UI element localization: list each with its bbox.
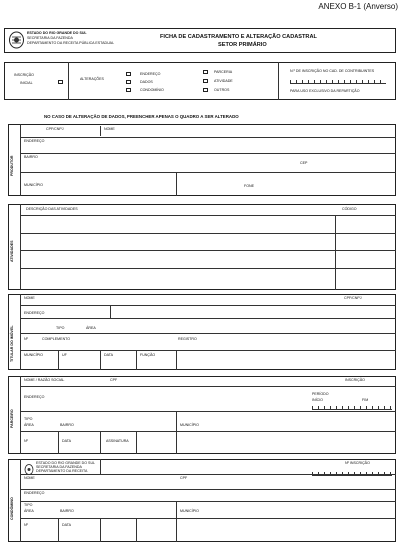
s1-address-label: ENDEREÇO [24,139,45,143]
s5-inscription-field[interactable] [312,470,392,476]
form-subtitle: SETOR PRIMÁRIO [218,42,267,48]
s4-period-field[interactable] [312,404,392,410]
section-3-side-label: TITULAR DO IMÓVEL [10,325,14,362]
option-right-1: PARCERIA [214,70,233,74]
state-emblem-icon [8,31,25,49]
office-use-label: PARA USO EXCLUSIVO DA REPARTIÇÃO [290,89,360,93]
s5-state-line-2: SECRETARIA DA FAZENDA [36,465,82,469]
s3-funcao-label: FUNÇÃO [140,353,156,357]
s5-tipo-label: TIPO [24,503,33,507]
s5-state-line-1: ESTADO DO RIO GRANDE DO SUL [36,461,96,465]
alterations-label: ALTERAÇÕES [80,77,104,81]
option-right-2-checkbox[interactable] [203,79,208,83]
s4-address-label: ENDEREÇO [24,395,45,399]
form-title: FICHA DE CADASTRAMENTO E ALTERAÇÃO CADASTRAL [160,34,317,40]
option-left-2: DADOS [140,80,153,84]
s3-reg-label: REGISTRO [178,337,197,341]
inscription-number-field[interactable] [290,78,386,84]
state-emblem-small-icon [24,462,34,473]
s3-city-label: MUNICÍPIO [24,353,43,357]
option-right-2: ATIVIDADE [214,79,233,83]
s5-name-label: NOME [24,476,35,480]
s3-compl-label: COMPLEMENTO [42,337,71,341]
s5-address-label: ENDEREÇO [24,491,45,495]
s3-area-label: ÁREA [86,326,96,330]
s2-code-label: CÓDIGO [342,207,357,211]
s1-cep-label: CEP [300,161,308,165]
s3-name-label: NOME [24,296,35,300]
s3-tipo-label: TIPO [56,326,65,330]
option-left-3: CONDOMÍNIO [140,88,164,92]
s3-uf-label: UF [62,353,67,357]
option-left-3-checkbox[interactable] [126,88,131,92]
s4-assin-label: ASSINATURA [106,439,129,443]
state-line-1: ESTADO DO RIO GRANDE DO SUL [27,31,87,35]
s2-header-label: DESCRIÇÃO DAS ATIVIDADES [26,207,78,211]
initial-checkbox[interactable] [58,80,63,84]
section-2-box [8,204,396,290]
s4-bairro-label: BAIRRO [60,423,74,427]
s5-data-label: DATA [62,523,72,527]
s4-cpf-label: CPF [110,378,118,382]
section-4-side-label: PARCEIRO [10,409,14,428]
s1-bairro-label: BAIRRO [24,155,38,159]
option-right-1-checkbox[interactable] [203,70,208,74]
s3-num-label: Nº [24,337,28,341]
option-left-1: ENDEREÇO [140,72,161,76]
s5-area-label: ÁREA [24,509,34,513]
option-left-2-checkbox[interactable] [126,80,131,84]
notice-text: NO CASO DE ALTERAÇÃO DE DADOS, PREENCHER APENAS O QUADRO A SER ALTERADO [44,114,239,119]
s1-city-label: MUNICÍPIO [24,183,43,187]
s5-state-line-3: DEPARTAMENTO DA RECEITA [36,469,88,473]
s1-name-label: NOME [104,127,115,131]
s1-cpf-label: CPF/CNPJ [46,127,64,131]
inscription-label: INSCRIÇÃO [14,73,34,77]
section-1-side-label: PRODUTOR [10,155,14,176]
section-1-box [8,124,396,196]
s4-tipo-label: TIPO [24,417,33,421]
s5-nro-label: Nº INSCRIÇÃO [345,461,370,465]
s5-cpf-label: CPF [180,476,188,480]
option-right-3-checkbox[interactable] [203,88,208,92]
option-left-1-checkbox[interactable] [126,72,131,76]
s4-city-label: MUNICÍPIO [180,423,199,427]
s3-cpf-label: CPF/CNPJ [344,296,362,300]
inscription-number-label: N.º DE INSCRIÇÃO NO CAD. DE CONTRIBUINTES [290,69,375,73]
s4-ie-label: INSCRIÇÃO [345,378,365,382]
s5-bairro-label: BAIRRO [60,509,74,513]
s1-phone-label: FONE [244,184,254,188]
state-line-2: SECRETARIA DA FAZENDA [27,36,73,40]
s4-periodo-label: PERÍODO [312,392,329,396]
s5-num-label: Nº [24,523,28,527]
option-right-3: OUTROS [214,88,230,92]
section-2-side-label: ATIVIDADES [10,240,14,262]
s4-inicio-label: INÍCIO [312,398,323,402]
s5-city-label: MUNICÍPIO [180,509,199,513]
s4-name-label: NOME / RAZÃO SOCIAL [24,378,65,382]
s3-data-label: DATA [104,353,114,357]
state-line-3: DEPARTAMENTO DA RECEITA PÚBLICA ESTADUAL [27,41,115,45]
s4-num-label: Nº [24,439,28,443]
initial-label: INICIAL [20,81,33,85]
annex-label: ANEXO B-1 (Anverso) [318,2,398,11]
section-5-side-label: CONDÔMINO [10,497,14,520]
s4-data-label: DATA [62,439,72,443]
s3-address-label: ENDEREÇO [24,311,45,315]
s4-area-label: ÁREA [24,423,34,427]
s4-fim-label: FIM [362,398,369,402]
